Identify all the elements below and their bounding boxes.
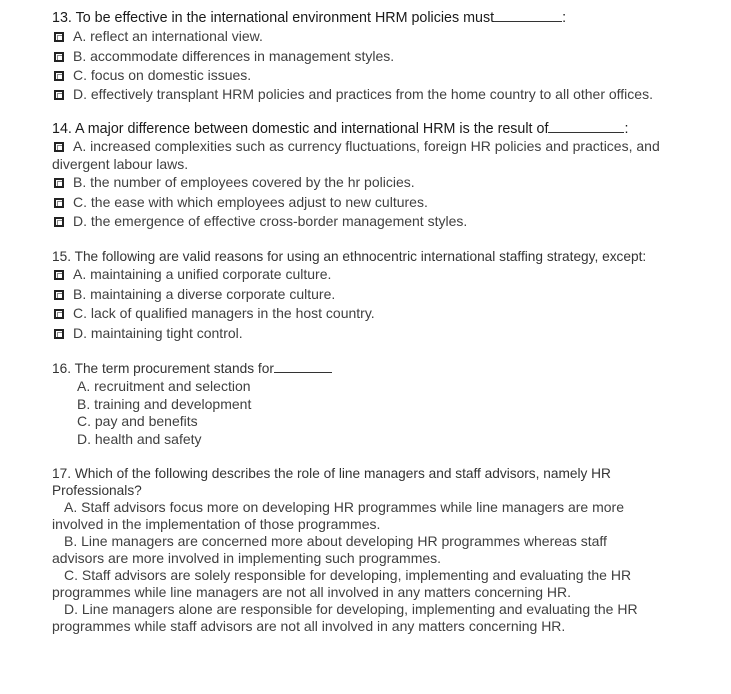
checkbox-icon[interactable] (54, 71, 64, 81)
checkbox-icon[interactable] (54, 178, 64, 188)
question-15-option-a[interactable]: A. maintaining a unified corporate culture. (52, 265, 662, 285)
checkbox-icon[interactable] (54, 217, 64, 227)
question-16-option-d[interactable]: D. health and safety (77, 430, 202, 447)
question-15-option-c[interactable]: C. lack of qualified managers in the host country. (52, 304, 662, 324)
question-16-option-b[interactable]: B. training and development (77, 395, 252, 412)
question-15-option-d[interactable]: D. maintaining tight control. (52, 324, 662, 344)
question-14-stem: 14. A major difference between domestic and international HRM is the result of : (52, 121, 629, 137)
question-13-option-d[interactable]: D. effectively transplant HRM policies and practices from the home country to all other offices. (52, 86, 662, 104)
checkbox-icon[interactable] (54, 309, 64, 319)
question-14-option-d[interactable]: D. the emergence of effective cross-border management styles. (52, 212, 662, 232)
question-14-option-b[interactable]: B. the number of employees covered by the hr policies. (52, 173, 662, 193)
question-13 (52, 8, 662, 103)
question-16-option-c[interactable]: C. pay and benefits (77, 413, 198, 429)
question-15 (52, 248, 662, 344)
question-14-option-c[interactable]: C. the ease with which employees adjust to new cultures. (52, 193, 662, 213)
checkbox-icon[interactable] (54, 270, 64, 280)
question-13-stem: 13. To be effective in the international environment HRM policies must : (52, 10, 567, 26)
question-15-stem: 15. The following are valid reasons for using an ethnocentric international staffing strategy, except: (52, 248, 647, 264)
question-17-option-d[interactable]: D. Line managers alone are responsible for developing, implementing and evaluating the HR programmes while staff advisors are not all involved in any matters concerning HR. (52, 601, 638, 634)
question-14 (52, 119, 662, 232)
checkbox-icon[interactable] (54, 329, 64, 339)
question-15-option-b[interactable]: B. maintaining a diverse corporate culture. (52, 285, 662, 305)
checkbox-icon[interactable] (54, 52, 64, 62)
checkbox-icon[interactable] (54, 290, 64, 300)
question-17 (52, 465, 662, 635)
quiz-page (52, 8, 662, 635)
checkbox-icon[interactable] (54, 32, 64, 42)
question-16-stem: 16. The term procurement stands for (52, 359, 662, 378)
checkbox-icon[interactable] (54, 90, 64, 100)
question-13-option-c[interactable]: C. focus on domestic issues. (52, 66, 662, 86)
question-13-option-a[interactable]: A. reflect an international view. (52, 27, 662, 47)
question-14-option-a[interactable]: A. increased complexities such as currency fluctuations, foreign HR policies and practices, and divergent labour laws. (52, 138, 660, 172)
question-17-stem: 17. Which of the following describes the role of line managers and staff advisors, namely HR Professionals? (52, 466, 611, 498)
checkbox-icon[interactable] (54, 142, 64, 152)
question-13-option-b[interactable]: B. accommodate differences in management styles. (52, 47, 662, 67)
question-16 (52, 359, 662, 448)
question-16-option-a[interactable]: A. recruitment and selection (77, 378, 251, 394)
question-17-option-a[interactable]: A. Staff advisors focus more on developing HR programmes while line managers are more involved in the implementation of those programmes. (52, 499, 624, 532)
question-17-option-b[interactable]: B. Line managers are concerned more about developing HR programmes whereas staff advisors are more involved in implementing such programmes. (52, 533, 607, 566)
checkbox-icon[interactable] (54, 198, 64, 208)
question-17-option-c[interactable]: C. Staff advisors are solely responsible for developing, implementing and evaluating the HR programmes while line managers are not all involved in any matters concerning HR. (52, 567, 632, 600)
